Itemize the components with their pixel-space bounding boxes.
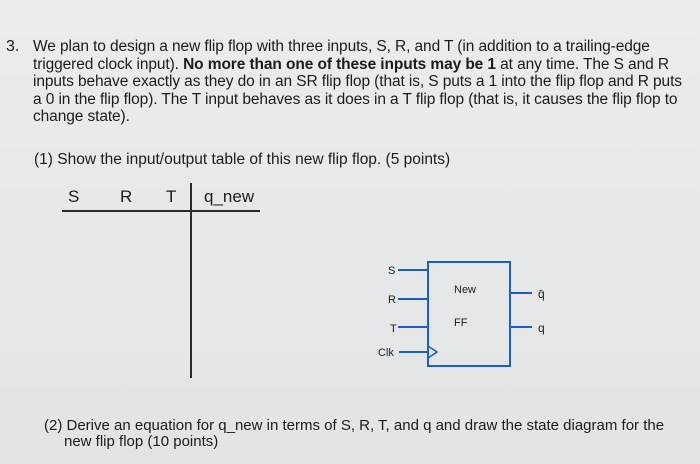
- table-header: [62, 182, 262, 210]
- box-label-new: New: [454, 284, 477, 296]
- header-r: R: [120, 187, 133, 206]
- output-label-q: q: [538, 321, 545, 335]
- question-line: change state).: [33, 108, 130, 125]
- input-label-t: T: [390, 323, 397, 335]
- question-text: [33, 38, 685, 126]
- header-t: T: [166, 187, 177, 206]
- bold-constraint: No more than one of these inputs may be 1: [183, 55, 496, 73]
- question-line: triggered clock input). No more than one of these inputs may be 1 at any time. The S and R: [33, 55, 669, 73]
- input-label-clk: Clk: [378, 347, 394, 359]
- input-label-r: R: [388, 294, 396, 306]
- table-horizontal-rule: [62, 210, 260, 212]
- header-q-new: q_new: [204, 187, 255, 206]
- question-line: inputs behave exactly as they do in an SR flip flop (that is, S puts a 1 into the flip flop and R puts: [33, 73, 682, 90]
- part-1-prompt: (1) Show the input/output table of this new flip flop. (5 points): [34, 151, 451, 168]
- table-vertical-rule: [190, 183, 192, 378]
- question-number: 3.: [6, 38, 20, 55]
- flip-flop-box: [428, 262, 510, 366]
- box-label-ff: FF: [454, 317, 468, 329]
- part-2-prompt: (2) Derive an equation for q_new in terms of S, R, T, and q and draw the state diagram for the new flip flop (10 points): [44, 417, 665, 450]
- header-s: S: [68, 187, 80, 206]
- question-line: a 0 in the flip flop). The T input behaves as it does in a T flip flop (that is, it causes the flip flop to: [33, 90, 678, 108]
- question-line: We plan to design a new flip flop with three inputs, S, R, and T (in addition to a trailing-edge: [33, 38, 650, 55]
- flip-flop-diagram: [370, 255, 570, 375]
- input-label-s: S: [388, 265, 396, 277]
- clock-edge-triangle-icon: [428, 346, 437, 358]
- output-label-qbar: q̄: [538, 287, 545, 301]
